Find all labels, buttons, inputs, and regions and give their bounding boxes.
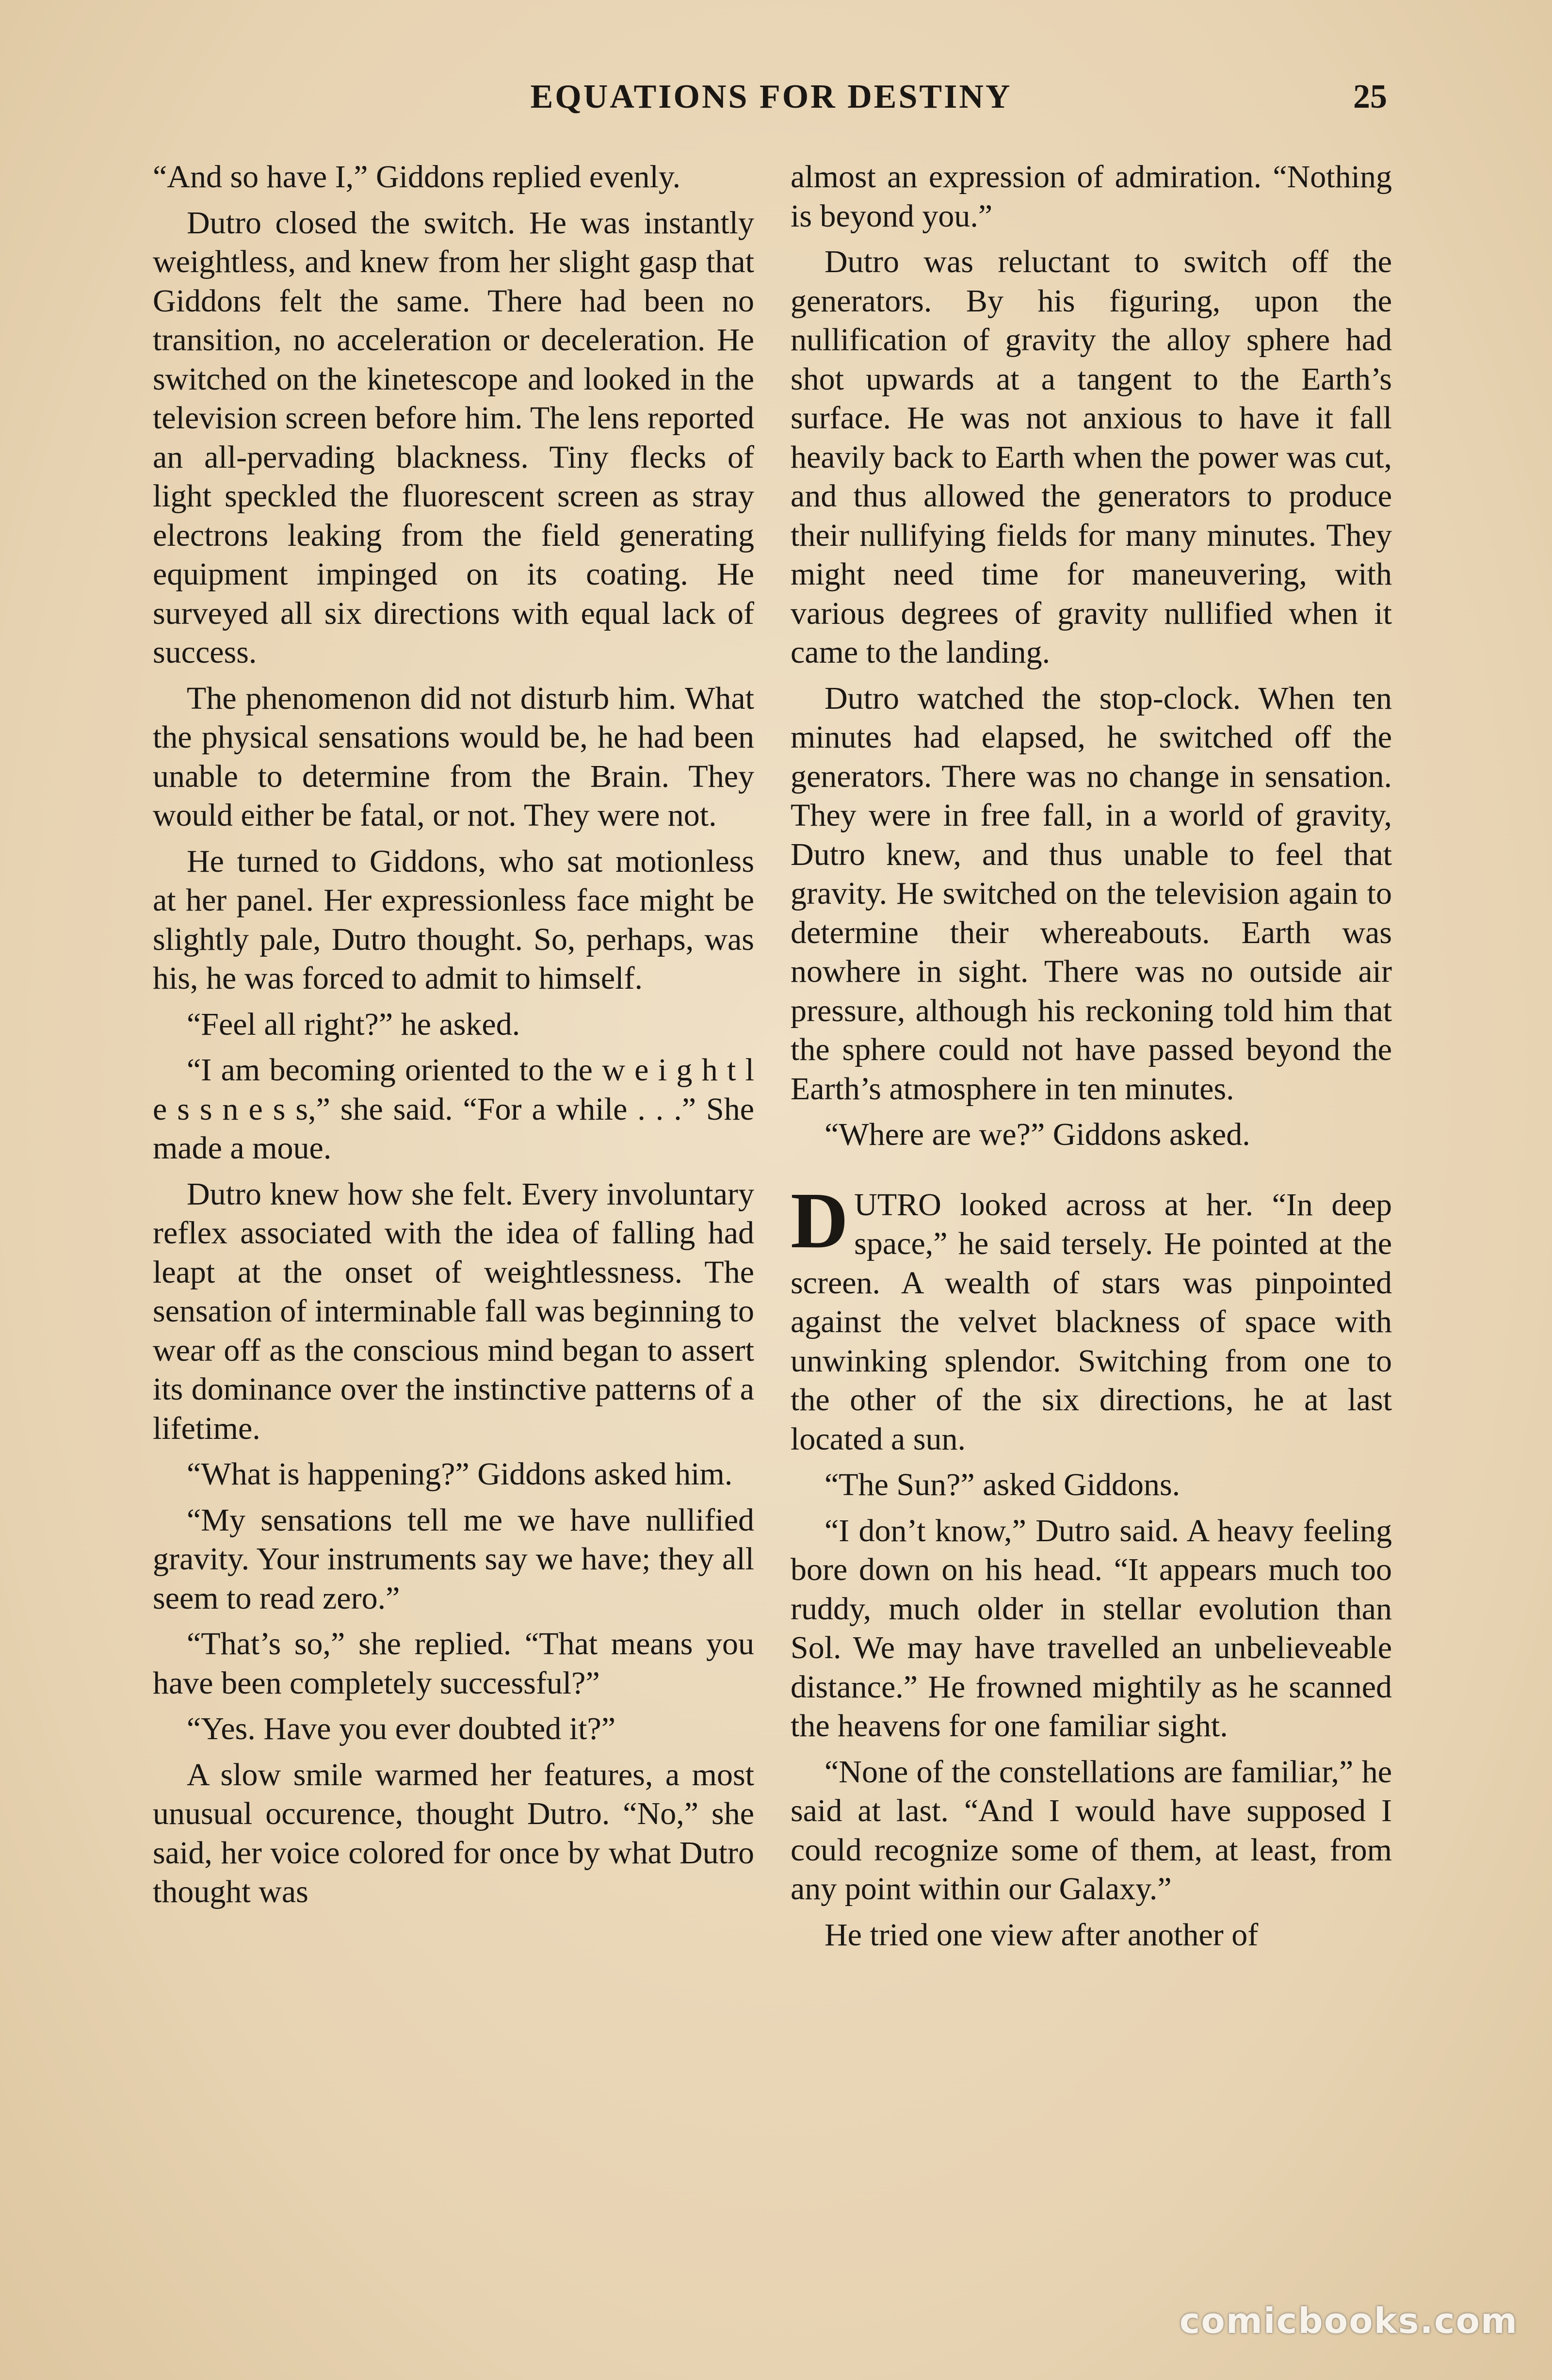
paragraph: Dutro was reluctant to switch off the generators. By his figuring, upon the nullification of gravity the alloy sphere had shot upwards at a tangent to the Earth’s surface. He was not anxious to have it fall heavily back to Earth when the power was cut, and thus allowed the generators to produce their nullifying fields for many minutes. They might need time for maneuvering, with various degrees of gravity nullified when it came to the landing. [791, 244, 1392, 670]
page-header [146, 78, 1397, 126]
left-column [153, 158, 754, 1919]
drop-cap: D [791, 1175, 849, 1265]
paragraph: “Feel all right?” he asked. [187, 1006, 520, 1042]
paragraph: A slow smile warmed her features, a most unusual occurence, thought Dutro. “No,” she said, her voice colored for once by what Dutro thought was [153, 1757, 754, 1909]
paragraph: “I don’t know,” Dutro said. A heavy feeling bore down on his head. “It appears much too ruddy, much older in stellar evolution than Sol. We may have travelled an unbelieveable distance.” He frowned mightily as he scanned the heavens for one familiar sight. [791, 1513, 1392, 1744]
paragraph: “That’s so,” she replied. “That means you have been completely successful?” [153, 1626, 754, 1701]
paragraph: Dutro watched the stop-clock. When ten minutes had elapsed, he switched off the generators. There was no change in sensation. They were in free fall, in a world of gravity, Dutro knew, and thus unable to feel that gravity. He switched on the television again to determine their whereabouts. Earth was nowhere in sight. There was no outside air pressure, although his reckoning told him that the sphere could not have passed beyond the Earth’s atmosphere in ten minutes. [791, 680, 1392, 1107]
watermark: comicbooks.com [1179, 2300, 1518, 2341]
paragraph: “The Sun?” asked Giddons. [824, 1467, 1180, 1502]
page-number: 25 [1353, 78, 1387, 115]
paragraph: He turned to Giddons, who sat motionless at her panel. Her expressionless face might be slightly pale, Dutro thought. So, perhaps, was his, he was forced to admit to himself. [153, 843, 754, 996]
paragraph: “My sensations tell me we have nullified gravity. Your instruments say we have; they all seem to read zero.” [153, 1502, 754, 1616]
paragraph: “Where are we?” Giddons asked. [824, 1117, 1250, 1152]
right-column [791, 158, 1392, 1961]
section-opening-paragraph [791, 1175, 1392, 1459]
paragraph: Dutro closed the switch. He was instantly weightless, and knew from her slight gasp that Giddons felt the same. There had been no transition, no acceleration or deceleration. He switched on the kinetescope and looked in the television screen before him. The lens reported an all-pervading blackness. Tiny flecks of light speckled the fluorescent screen as stray electrons leaking from the field generating equipment impinged on its coating. He surveyed all six directions with equal lack of success. [153, 205, 754, 670]
section-opening-text: UTRO looked across at her. “In deep space,” he said tersely. He pointed at the screen. A wealth of stars was pinpointed against the velvet blackness of space with unwinking splendor. Switching from one to the other of the six directions, he at last located a sun. [791, 1187, 1392, 1457]
paragraph: He tried one view after another of [824, 1917, 1259, 1953]
paragraph: “Yes. Have you ever doubted it?” [187, 1711, 616, 1746]
paragraph: “And so have I,” Giddons replied evenly. [153, 159, 681, 195]
paragraph: “None of the constellations are familiar,” he said at last. “And I would have supposed I could recognize some of them, at least, from any point within our Galaxy.” [791, 1754, 1392, 1907]
paragraph: “What is happening?” Giddons asked him. [187, 1456, 733, 1492]
paragraph: almost an expression of admiration. “Nothing is beyond you.” [791, 159, 1392, 234]
paragraph: Dutro knew how she felt. Every involuntary reflex associated with the idea of falling had leapt at the onset of weightlessness. The sensation of interminable fall was beginning to wear off as the conscious mind began to assert its dominance over the instinctive patterns of a lifetime. [153, 1176, 754, 1446]
paragraph: “I am becoming oriented to the w e i g h t l e s s n e s s,” she said. “For a while . . .” She made a moue. [153, 1052, 754, 1166]
running-title: EQUATIONS FOR DESTINY [530, 78, 1012, 115]
paragraph: The phenomenon did not disturb him. What the physical sensations would be, he had been unable to determine from the Brain. They would either be fatal, or not. They were not. [153, 680, 754, 833]
